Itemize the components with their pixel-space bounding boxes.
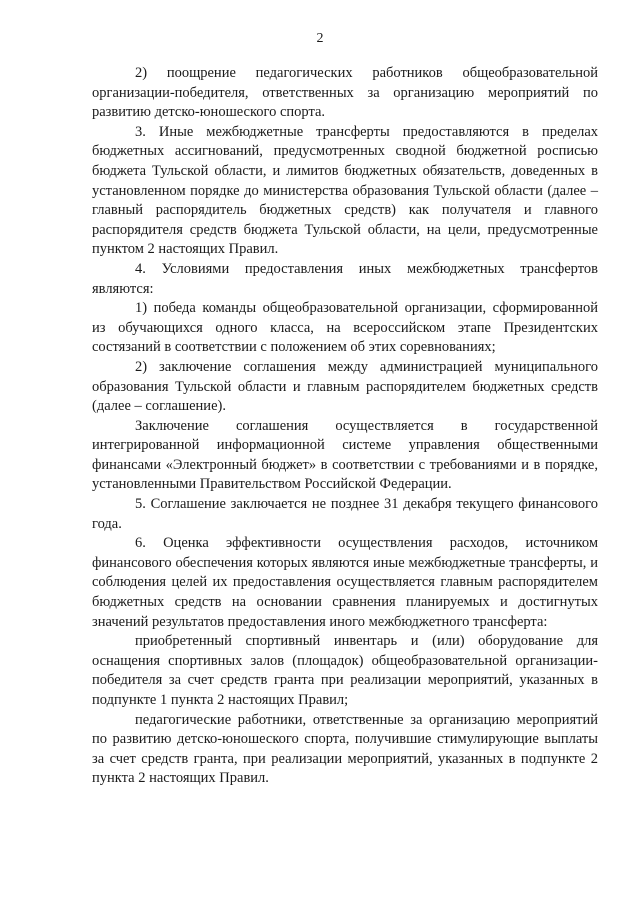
paragraph-6: 6. Оценка эффективности осуществления расходов, источником финансового обеспечения которых являются иные межбюджетные трансферты, и соблюдения целей их предоставления осуществляется главным распорядителем бюджетных средств на основании сравнения планируемых и достигнутых значений результатов предоставления иного межбюджетного трансферта: xyxy=(92,535,598,630)
document-body xyxy=(92,64,598,789)
paragraph-5: 5. Соглашение заключается не позднее 31 декабря текущего финансового года. xyxy=(92,496,598,532)
paragraph-4-item-2: 2) заключение соглашения между администрацией муниципального образования Тульской области и главным распорядителем бюджетных средств (далее – соглашение). xyxy=(92,358,598,415)
paragraph-agreement-conclusion: Заключение соглашения осуществляется в государственной интегрированной информационной системе управления общественными финансами «Электронный бюджет» в соответствии с требованиями и в порядке, установленными Правительством Российской Федерации. xyxy=(92,417,598,493)
paragraph-2-item-2: 2) поощрение педагогических работников общеобразовательной организации-победителя, ответственных за организацию мероприятий по развитию детско-юношеского спорта. xyxy=(92,65,598,121)
page-number: 2 xyxy=(316,31,324,46)
paragraph-4: 4. Условиями предоставления иных межбюджетных трансфертов являются: xyxy=(92,260,598,297)
paragraph-6-result-1: приобретенный спортивный инвентарь и (или) оборудование для оснащения спортивных залов (площадок) общеобразовательной организации-победителя за счет средств гранта при реализации мероприятий, указанных в подпункте 1 пункта 2 настоящих Правил; xyxy=(92,633,598,708)
paragraph-3: 3. Иные межбюджетные трансферты предоставляются в пределах бюджетных ассигнований, предусмотренных сводной бюджетной росписью бюджета Тульской области, и лимитов бюджетных обязательств, доведенных в установленном порядке до министерства образования Тульской области (далее – главный распорядитель бюджетных средств) как получателя и главного распорядителя средств бюджета Тульской области, на цели, предусмотренные пунктом 2 настоящих Правил. xyxy=(92,123,598,258)
paragraph-6-result-2: педагогические работники, ответственные за организацию мероприятий по развитию детско-юношеского спорта, получившие стимулирующие выплаты за счет средств гранта, при реализации мероприятий, указанных в подпункте 2 пункта 2 настоящих Правил. xyxy=(92,711,598,787)
paragraph-4-item-1: 1) победа команды общеобразовательной организации, сформированной из обучающихся одного класса, на всероссийском этапе Президентских состязаний в соответствии с положением об этих соревнованиях; xyxy=(92,300,598,356)
